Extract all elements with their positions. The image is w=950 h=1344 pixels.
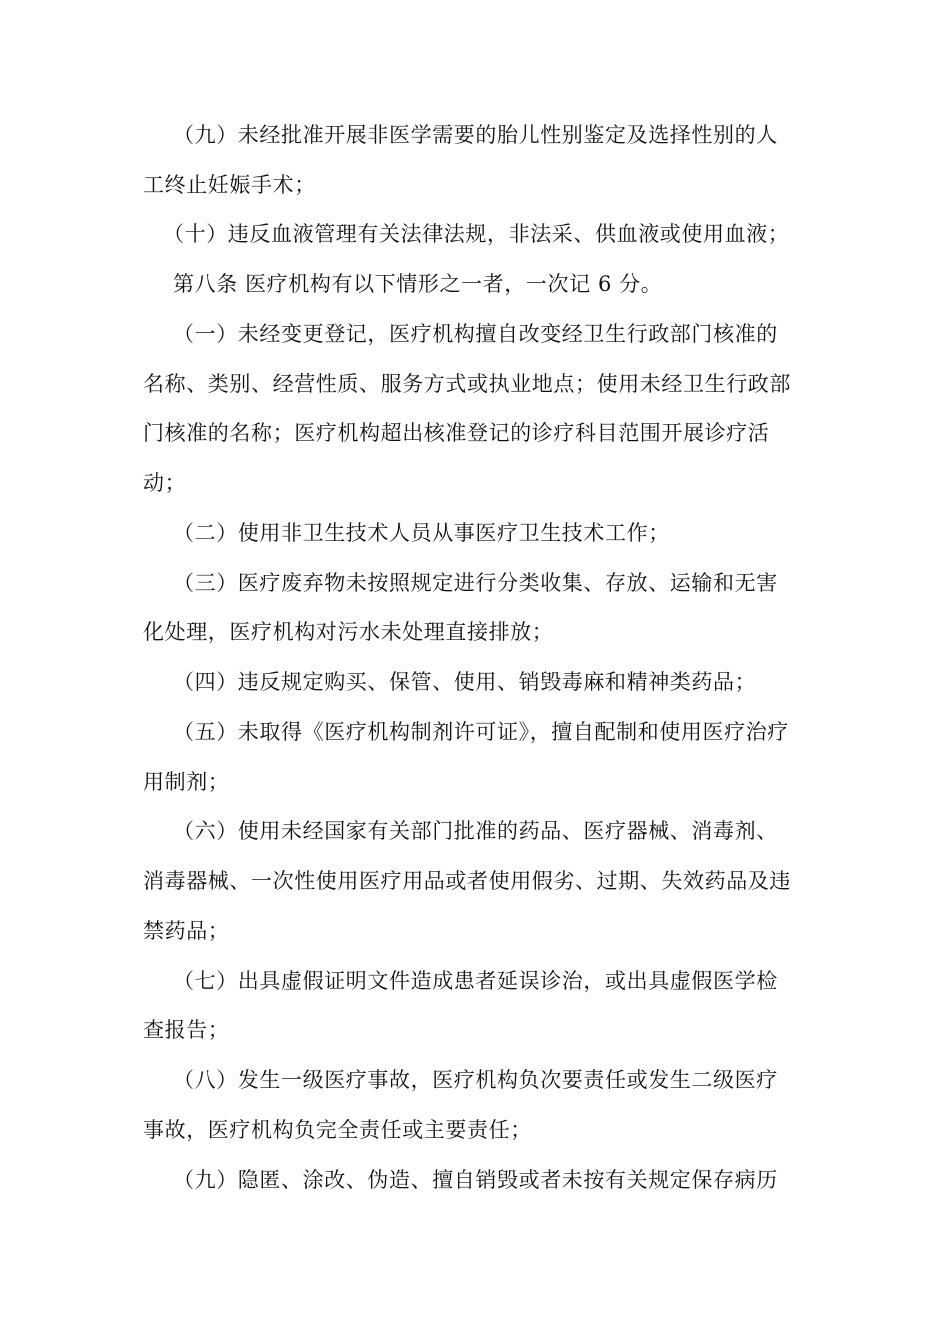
paragraph-line: 门核准的名称；医疗机构超出核准登记的诊疗科目范围开展诊疗活 [143,421,770,445]
paragraph-line: （一）未经变更登记，医疗机构擅自改变经卫生行政部门核准的 [173,322,778,346]
paragraph-line: （六）使用未经国家有关部门批准的药品、医疗器械、消毒剂、 [173,819,778,843]
paragraph-line: 查报告； [143,1018,230,1042]
paragraph-line: （九）未经批准开展非医学需要的胎儿性别鉴定及选择性别的人 [173,123,778,147]
paragraph-line: 化处理，医疗机构对污水未处理直接排放； [143,620,554,644]
paragraph-line: 名称、类别、经营性质、服务方式或执业地点；使用未经卫生行政部 [143,372,791,396]
paragraph-line: （八）发生一级医疗事故，医疗机构负次要责任或发生二级医疗 [173,1068,778,1092]
paragraph-line: 消毒器械、一次性使用医疗用品或者使用假劣、过期、失效药品及违 [143,869,791,893]
paragraph-line: 禁药品； [143,919,230,943]
paragraph-line: 工终止妊娠手术； [143,173,316,197]
paragraph-line: 动； [143,471,187,495]
paragraph-line: （四）违反规定购买、保管、使用、销毁毒麻和精神类药品； [173,670,757,694]
paragraph-line: （七）出具虚假证明文件造成患者延误诊治，或出具虚假医学检 [173,969,778,993]
paragraph-line: 事故，医疗机构负完全责任或主要责任； [143,1118,532,1142]
paragraph-line: （五）未取得《医疗机构制剂许可证》，擅自配制和使用医疗治疗 [173,720,789,744]
paragraph-line: （二）使用非卫生技术人员从事医疗卫生技术工作； [173,521,670,545]
paragraph-line: （九）隐匿、涂改、伪造、擅自销毁或者未按有关规定保存病历 [173,1168,778,1192]
article-heading: 第八条 医疗机构有以下情形之一者，一次记 6 分。 [173,272,663,296]
paragraph-line: （三）医疗废弃物未按照规定进行分类收集、存放、运输和无害 [173,571,778,595]
paragraph-line: （十）违反血液管理有关法律法规，非法采、供血液或使用血液； [163,222,790,246]
paragraph-line: 用制剂； [143,770,230,794]
